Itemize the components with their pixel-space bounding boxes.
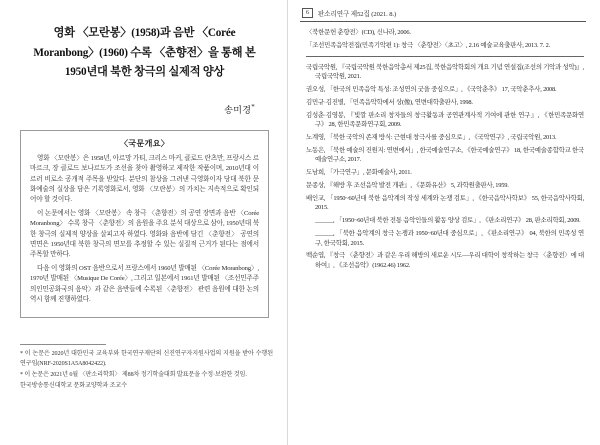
reference-item: 권오성, 「한국의 민족음악 특성: 조성연의 굿을 중심으로」, 《국악춘추》 17, 국악춘추사, 2008. <box>306 86 557 94</box>
reference-item: ______, 「1950~60년대 북한 전통 음악인들의 활동 양상 검토」, 《판소리연구》 28, 판소리학회, 2009. <box>315 217 581 225</box>
header-rule <box>300 21 586 22</box>
reference-separator <box>306 56 584 57</box>
footnote-item: * 이 논문은 2020년 대한민국 교육부와 한국연구재단의 신진연구자지원사업의 지원을 받아 수행된 연구임(NRF-2020S1A5A8042422). <box>20 351 273 367</box>
reference-item: ______, 「북한 음악계의 창극 논쟁과 1950~60년대 중심으로」, 《판소리연구》 04, 북한의 민족성 연구, 한국학회, 2015. <box>315 229 584 247</box>
reference-item: 〈북한문헌 춘향전〉(CD), 신나라, 2006. <box>306 29 411 37</box>
footnote-separator <box>20 344 106 345</box>
reference-item: 국립국악원, 『국립국악원 북한음악총서 제25집, 북한음악학회의 개요 기념 연설집(조선의 기악과 성악)』, 국립국악원, 2021. <box>306 63 584 81</box>
abstract-heading: 〈국문개요〉 <box>119 138 170 148</box>
abstract-paragraph: 영화 〈모란봉〉은 1958년, 아르망 가티, 크리스 마커, 클로드 란츠만, 프랑시스 르마르크, 장 클로드 보나르도가 조선을 찾아 촬영하고 제작한 작품이며, 2010년대 이르러 비로소 공개적 주목을 받았다. 분단의 참상을 그려낸 극영화이자 당대 북한 문화예술의 실상을 담은 기록영화로서, 영화 〈모란봉〉의 가치는 지속적으로 확인되어야 할 것이다. <box>30 154 259 204</box>
reference-item: 노동은, 「북한 예술의 진원지: 연변에서」, 한국예술연구소, 《한국예술연구》 18, 한국예술종합학교 한국예술연구소, 2017. <box>306 146 584 164</box>
reference-item: 노계영, 「북한 국악의 존재 방식: 근현대 창극사를 중심으로」, 《국악연구》, 국립국악원, 2013. <box>306 133 557 141</box>
journal-info: 판소리연구 제52집 (2021. 8.) <box>317 11 397 19</box>
abstract-body <box>30 154 259 306</box>
author-name: 송미경 <box>224 104 252 115</box>
title-line-3: 1950년대 북한 창극의 실제적 양상 <box>64 66 225 79</box>
page-number: 6 <box>302 8 313 18</box>
title-line-2: Moranbong〉(1960) 수록 〈춘향전〉을 통해 본 <box>33 46 256 59</box>
reference-item: 백순엽, 『창극 〈춘향전〉과 같은 우리 해방의 새로운 시도—우리 대학이 창작하는 창극 〈춘향전〉에 대하여』, 《조선음악》(1962.46) 1962. <box>306 252 584 270</box>
reference-item: 「조선민족음악전집(민족기악편 1): 창극 〈춘향전〉〈초고〉, 2.16 예술교육출판사, 2013. 7. 2. <box>306 41 550 49</box>
title-line-1: 영화 〈모란봉〉(1958)과 음반 〈Corée <box>53 27 236 39</box>
reference-item: 문종상, 『해방 후 조선음악 발전 개관』, 《문화유산》 5, 과학원출판사, 1959. <box>306 181 509 189</box>
running-header <box>300 8 586 21</box>
reference-item: 김성춘·김영봉, 『빛깔 판소리 창자들의 창극활동과 공연관계사적 기여에 관한 연구』, 《한민족문화연구》 28, 한민족문화연구회, 2009. <box>306 111 584 129</box>
reference-list <box>300 28 586 271</box>
reference-item: 배인교, 「1950~60년대 북한 음악계의 작성 세계와 논쟁 검토」, 《한국음악사학보》 55, 한국음악사학회, 2015. <box>306 194 584 212</box>
right-page <box>288 0 600 445</box>
footnote-block <box>16 350 273 391</box>
author-byline <box>16 103 255 116</box>
reference-item: 김민규·김진별, 「민족음악학에서 상(像), 연변대학출판사, 1998. <box>306 98 473 106</box>
left-page <box>0 0 288 445</box>
reference-item: 도남희, 「가극연구」, 문화예술사, 2011. <box>306 169 412 177</box>
author-footnote-mark: * <box>251 102 255 111</box>
footnote-item: * 이 논문은 2021년 6월 〈판소리학회〉 제88차 정기학술대회 발표문을 수정·보완한 것임. <box>20 371 247 378</box>
page-title <box>22 24 267 83</box>
abstract-paragraph: 이 논문에서는 영화 〈모란봉〉 속 창극 〈춘향전〉의 공연 장면과 음반 〈Corée Moranbong〉 수록 창극 〈춘향전〉의 음원을 주요 분석 대상으로 삼아, 1950년대 북한 창극의 실제적 양상을 살피고자 하였다. 영화와 음반에 담긴 〈춘향전〉 공연의 면면은 1950년대 북한 창극의 면모를 추정할 수 있는 실질적 근거가 된다는 점에서 주목할 만하다. <box>30 209 259 259</box>
abstract-box <box>20 130 269 319</box>
abstract-paragraph: 다음 이 영화의 OST 음반으로서 프랑스에서 1960년 발매된 〈Corée Moranbong〉, 1970년 발매된 〈Musique De Corée〉, 그리고 일본에서 1961년 발매된 〈조선민주주의인민공화국의 음악〉과 같은 음반들에 수록된 〈춘향전〉 관련 음원에 대한 논의 역시 함께 진행하였다. <box>30 264 259 304</box>
footnote-item: 한국방송통신대학교 문화교양학과 조교수 <box>20 382 128 389</box>
